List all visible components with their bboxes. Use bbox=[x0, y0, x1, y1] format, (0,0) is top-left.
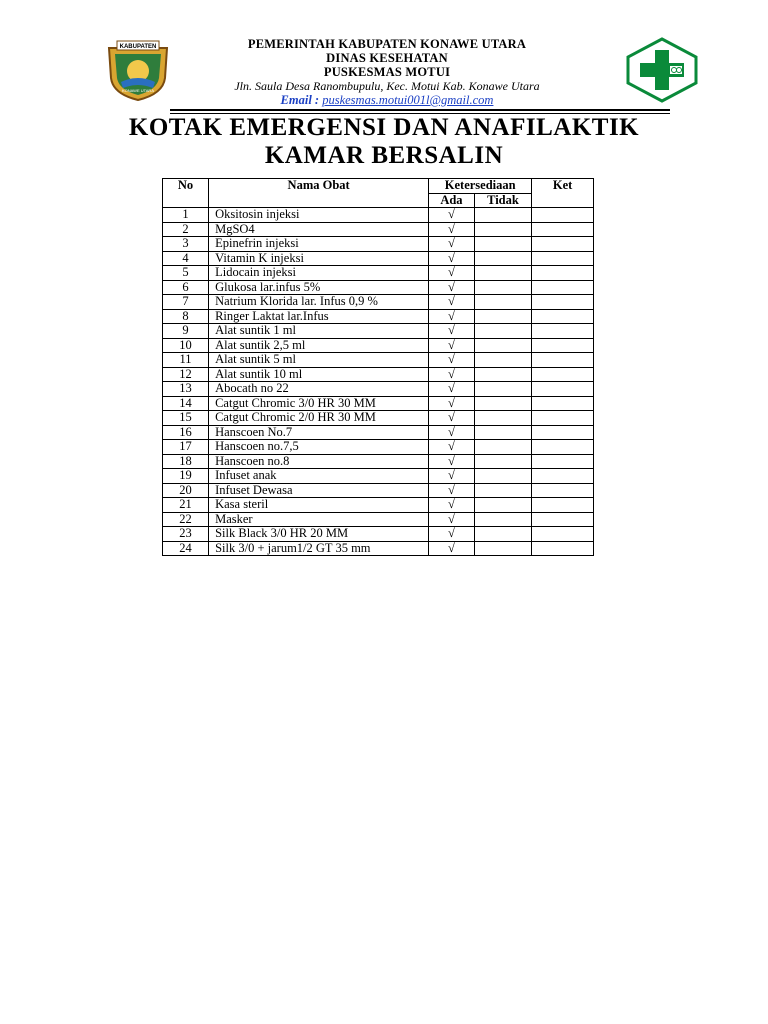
row-ada-check: √ bbox=[429, 541, 475, 556]
row-ket bbox=[532, 440, 594, 455]
row-no: 21 bbox=[163, 498, 209, 513]
row-tidak bbox=[474, 498, 532, 513]
row-item-name: Alat suntik 2,5 ml bbox=[209, 338, 429, 353]
row-tidak bbox=[474, 208, 532, 223]
row-ket bbox=[532, 498, 594, 513]
row-item-name: MgSO4 bbox=[209, 222, 429, 237]
table-row bbox=[163, 338, 594, 353]
row-item-name: Silk Black 3/0 HR 20 MM bbox=[209, 527, 429, 542]
row-ket bbox=[532, 454, 594, 469]
row-no: 2 bbox=[163, 222, 209, 237]
table-row bbox=[163, 309, 594, 324]
table-row bbox=[163, 527, 594, 542]
table-row bbox=[163, 469, 594, 484]
row-item-name: Silk 3/0 + jarum1/2 GT 35 mm bbox=[209, 541, 429, 556]
row-no: 15 bbox=[163, 411, 209, 426]
row-ada-check: √ bbox=[429, 324, 475, 339]
row-no: 17 bbox=[163, 440, 209, 455]
logo-bottom-text: KONAWE UTARA bbox=[121, 88, 155, 93]
row-item-name: Oksitosin injeksi bbox=[209, 208, 429, 223]
table-row bbox=[163, 208, 594, 223]
row-tidak bbox=[474, 367, 532, 382]
table-row bbox=[163, 251, 594, 266]
row-ada-check: √ bbox=[429, 251, 475, 266]
table-row bbox=[163, 382, 594, 397]
col-tidak: Tidak bbox=[474, 193, 532, 208]
row-ada-check: √ bbox=[429, 280, 475, 295]
row-ket bbox=[532, 396, 594, 411]
inventory-table bbox=[162, 178, 594, 556]
row-tidak bbox=[474, 324, 532, 339]
kabupaten-logo-icon bbox=[105, 38, 171, 102]
table-row bbox=[163, 454, 594, 469]
row-tidak bbox=[474, 382, 532, 397]
row-ket bbox=[532, 527, 594, 542]
table-row bbox=[163, 266, 594, 281]
row-ada-check: √ bbox=[429, 469, 475, 484]
row-tidak bbox=[474, 295, 532, 310]
row-item-name: Natrium Klorida lar. Infus 0,9 % bbox=[209, 295, 429, 310]
row-tidak bbox=[474, 541, 532, 556]
row-tidak bbox=[474, 280, 532, 295]
row-ket bbox=[532, 411, 594, 426]
row-ket bbox=[532, 237, 594, 252]
row-ada-check: √ bbox=[429, 237, 475, 252]
row-no: 22 bbox=[163, 512, 209, 527]
row-no: 20 bbox=[163, 483, 209, 498]
row-ket bbox=[532, 295, 594, 310]
row-ada-check: √ bbox=[429, 367, 475, 382]
table-row bbox=[163, 280, 594, 295]
table-row bbox=[163, 295, 594, 310]
row-ada-check: √ bbox=[429, 425, 475, 440]
department-name: DINAS KESEHATAN bbox=[326, 51, 448, 65]
row-no: 10 bbox=[163, 338, 209, 353]
row-ket bbox=[532, 280, 594, 295]
row-ket bbox=[532, 425, 594, 440]
email-label: Email : bbox=[280, 93, 323, 107]
row-item-name: Alat suntik 1 ml bbox=[209, 324, 429, 339]
row-no: 24 bbox=[163, 541, 209, 556]
col-nama-obat: Nama Obat bbox=[209, 179, 429, 208]
row-ket bbox=[532, 367, 594, 382]
table-row bbox=[163, 498, 594, 513]
row-item-name: Hanscoen no.8 bbox=[209, 454, 429, 469]
row-item-name: Lidocain injeksi bbox=[209, 266, 429, 281]
row-no: 23 bbox=[163, 527, 209, 542]
row-ket bbox=[532, 353, 594, 368]
row-tidak bbox=[474, 266, 532, 281]
table-body bbox=[163, 208, 594, 556]
row-item-name: Alat suntik 5 ml bbox=[209, 353, 429, 368]
row-ada-check: √ bbox=[429, 527, 475, 542]
row-ada-check: √ bbox=[429, 222, 475, 237]
row-ada-check: √ bbox=[429, 353, 475, 368]
table-row bbox=[163, 324, 594, 339]
table-row bbox=[163, 237, 594, 252]
table-row bbox=[163, 396, 594, 411]
table-row bbox=[163, 512, 594, 527]
row-no: 18 bbox=[163, 454, 209, 469]
row-tidak bbox=[474, 222, 532, 237]
row-ket bbox=[532, 208, 594, 223]
row-no: 3 bbox=[163, 237, 209, 252]
row-no: 12 bbox=[163, 367, 209, 382]
document-title bbox=[0, 114, 768, 170]
row-item-name: Hanscoen no.7,5 bbox=[209, 440, 429, 455]
row-ket bbox=[532, 469, 594, 484]
row-tidak bbox=[474, 353, 532, 368]
row-ada-check: √ bbox=[429, 440, 475, 455]
row-no: 11 bbox=[163, 353, 209, 368]
table-row bbox=[163, 483, 594, 498]
row-item-name: Vitamin K injeksi bbox=[209, 251, 429, 266]
row-tidak bbox=[474, 440, 532, 455]
col-ket: Ket bbox=[532, 179, 594, 208]
row-ada-check: √ bbox=[429, 309, 475, 324]
row-tidak bbox=[474, 454, 532, 469]
title-line-1: KOTAK EMERGENSI DAN ANAFILAKTIK bbox=[128, 114, 640, 141]
row-ada-check: √ bbox=[429, 454, 475, 469]
row-item-name: Hanscoen No.7 bbox=[209, 425, 429, 440]
row-ket bbox=[532, 512, 594, 527]
row-no: 6 bbox=[163, 280, 209, 295]
col-ada: Ada bbox=[429, 193, 475, 208]
col-ketersediaan: Ketersediaan bbox=[429, 179, 532, 194]
row-no: 14 bbox=[163, 396, 209, 411]
row-no: 8 bbox=[163, 309, 209, 324]
table-row bbox=[163, 367, 594, 382]
row-item-name: Epinefrin injeksi bbox=[209, 237, 429, 252]
row-no: 9 bbox=[163, 324, 209, 339]
row-item-name: Infuset anak bbox=[209, 469, 429, 484]
row-ket bbox=[532, 483, 594, 498]
row-tidak bbox=[474, 309, 532, 324]
row-item-name: Ringer Laktat lar.Infus bbox=[209, 309, 429, 324]
col-no: No bbox=[163, 179, 209, 208]
row-tidak bbox=[474, 237, 532, 252]
government-name: PEMERINTAH KABUPATEN KONAWE UTARA bbox=[247, 37, 527, 51]
row-tidak bbox=[474, 512, 532, 527]
table-row bbox=[163, 411, 594, 426]
row-ada-check: √ bbox=[429, 382, 475, 397]
row-ket bbox=[532, 266, 594, 281]
row-tidak bbox=[474, 469, 532, 484]
row-ket bbox=[532, 541, 594, 556]
row-tidak bbox=[474, 425, 532, 440]
row-item-name: Infuset Dewasa bbox=[209, 483, 429, 498]
row-item-name: Catgut Chromic 3/0 HR 30 MM bbox=[209, 396, 429, 411]
row-tidak bbox=[474, 251, 532, 266]
table-header-row bbox=[163, 179, 594, 194]
row-no: 13 bbox=[163, 382, 209, 397]
row-ket bbox=[532, 382, 594, 397]
row-no: 1 bbox=[163, 208, 209, 223]
row-ket bbox=[532, 338, 594, 353]
row-item-name: Catgut Chromic 2/0 HR 30 MM bbox=[209, 411, 429, 426]
row-tidak bbox=[474, 411, 532, 426]
row-ada-check: √ bbox=[429, 396, 475, 411]
row-tidak bbox=[474, 527, 532, 542]
row-ket bbox=[532, 251, 594, 266]
row-ada-check: √ bbox=[429, 498, 475, 513]
email-line bbox=[200, 93, 574, 108]
row-ada-check: √ bbox=[429, 411, 475, 426]
row-item-name: Masker bbox=[209, 512, 429, 527]
table-row bbox=[163, 425, 594, 440]
row-ada-check: √ bbox=[429, 512, 475, 527]
row-item-name: Glukosa lar.infus 5% bbox=[209, 280, 429, 295]
logo-top-text: KABUPATEN bbox=[119, 44, 157, 50]
row-ada-check: √ bbox=[429, 295, 475, 310]
row-tidak bbox=[474, 338, 532, 353]
row-item-name: Alat suntik 10 ml bbox=[209, 367, 429, 382]
puskesmas-logo-icon bbox=[626, 37, 698, 103]
row-no: 16 bbox=[163, 425, 209, 440]
row-tidak bbox=[474, 396, 532, 411]
row-ada-check: √ bbox=[429, 208, 475, 223]
header-divider bbox=[170, 109, 670, 111]
row-no: 7 bbox=[163, 295, 209, 310]
row-ket bbox=[532, 324, 594, 339]
table-row bbox=[163, 222, 594, 237]
address: Jln. Saula Desa Ranombupulu, Kec. Motui Kab. Konawe Utara bbox=[234, 79, 540, 93]
email-link[interactable]: puskesmas.motui001l@gmail.com bbox=[322, 93, 494, 107]
letterhead bbox=[100, 34, 700, 114]
health-center-name: PUSKESMAS MOTUI bbox=[323, 65, 451, 79]
row-no: 4 bbox=[163, 251, 209, 266]
row-ada-check: √ bbox=[429, 338, 475, 353]
letterhead-text bbox=[200, 37, 574, 108]
table-row bbox=[163, 353, 594, 368]
row-no: 5 bbox=[163, 266, 209, 281]
row-ada-check: √ bbox=[429, 483, 475, 498]
table-row bbox=[163, 541, 594, 556]
row-item-name: Abocath no 22 bbox=[209, 382, 429, 397]
row-tidak bbox=[474, 483, 532, 498]
row-item-name: Kasa steril bbox=[209, 498, 429, 513]
row-no: 19 bbox=[163, 469, 209, 484]
row-ket bbox=[532, 222, 594, 237]
title-line-2: KAMAR BERSALIN bbox=[264, 142, 504, 169]
row-ket bbox=[532, 309, 594, 324]
row-ada-check: √ bbox=[429, 266, 475, 281]
table-row bbox=[163, 440, 594, 455]
